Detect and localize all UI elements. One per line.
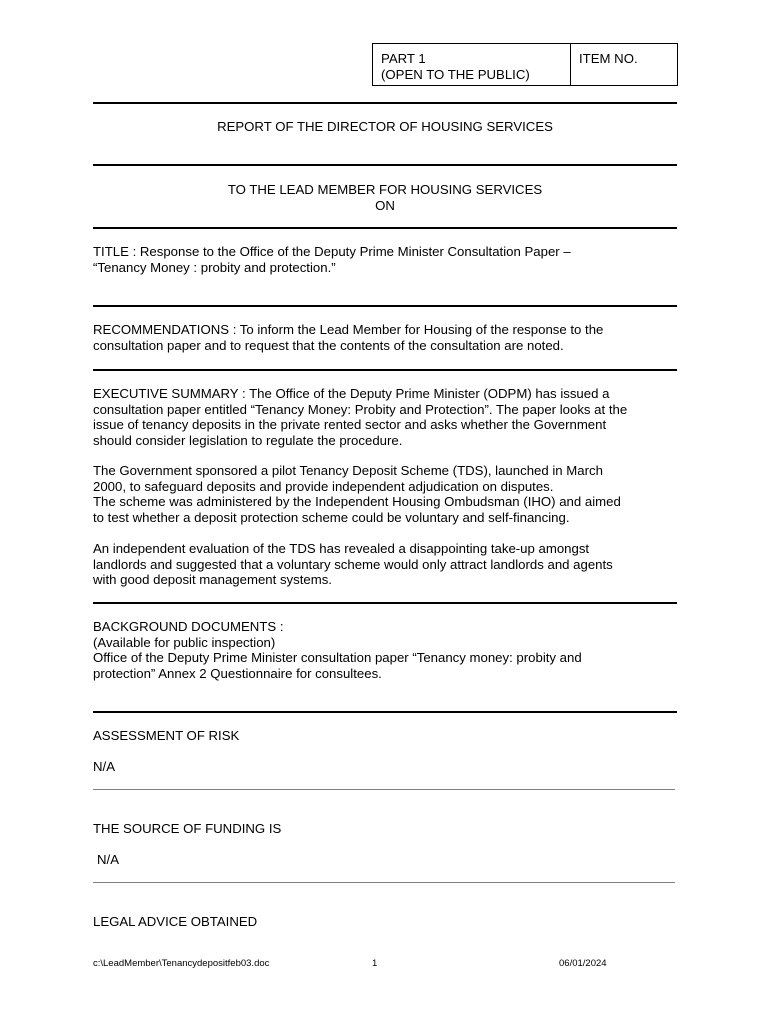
summary-line: 2000, to safeguard deposits and provide independent adjudication on disputes.	[93, 478, 554, 494]
summary-line: consultation paper entitled “Tenancy Money: Probity and Protection”. The paper looks at the	[93, 401, 628, 417]
to-heading-line1: TO THE LEAD MEMBER FOR HOUSING SERVICES	[227, 182, 543, 197]
part-label: PART 1	[381, 51, 426, 66]
summary-line: issue of tenancy deposits in the private rented sector and asks whether the Government	[93, 417, 607, 433]
divider	[93, 369, 677, 371]
background-block	[93, 619, 679, 681]
public-label: (OPEN TO THE PUBLIC)	[381, 67, 530, 82]
title-line1: TITLE : Response to the Office of the Deputy Prime Minister Consultation Paper –	[93, 244, 571, 259]
divider	[93, 305, 677, 307]
summary-line: landlords and suggested that a voluntary scheme would only attract landlords and agents	[93, 556, 613, 572]
funding-value: N/A	[97, 852, 119, 867]
divider	[93, 882, 675, 883]
footer-date: 06/01/2024	[559, 958, 607, 969]
funding-heading: THE SOURCE OF FUNDING IS	[93, 821, 282, 836]
divider	[93, 164, 677, 166]
recommendations-block	[93, 322, 679, 353]
risk-heading: ASSESSMENT OF RISK	[93, 728, 240, 743]
summary-line: should consider legislation to regulate the procedure.	[93, 432, 403, 448]
footer-page-number: 1	[372, 958, 378, 969]
executive-summary-para3	[93, 541, 679, 588]
recommendations-line2: consultation paper and to request that the contents of the consultation are noted.	[93, 337, 564, 353]
background-line1: Office of the Deputy Prime Minister consultation paper “Tenancy money: probity and	[93, 650, 582, 666]
risk-value: N/A	[93, 759, 115, 774]
divider	[93, 602, 677, 604]
executive-summary-para2	[93, 463, 679, 525]
footer-path: c:\LeadMember\Tenancydepositfeb03.doc	[93, 958, 270, 969]
summary-line: EXECUTIVE SUMMARY : The Office of the Deputy Prime Minister (ODPM) has issued a	[93, 386, 610, 401]
divider	[93, 789, 675, 790]
background-heading: BACKGROUND DOCUMENTS :	[93, 619, 284, 634]
report-heading: REPORT OF THE DIRECTOR OF HOUSING SERVICES	[217, 119, 553, 134]
summary-line: An independent evaluation of the TDS has revealed a disappointing take-up amongst	[93, 541, 590, 556]
summary-line: The scheme was administered by the Independent Housing Ombudsman (IHO) and aimed	[93, 494, 621, 510]
title-line2: “Tenancy Money : probity and protection.”	[93, 259, 336, 275]
item-box	[570, 43, 678, 86]
divider	[93, 711, 677, 713]
recommendations-line1: RECOMMENDATIONS : To inform the Lead Member for Housing of the response to the	[93, 322, 604, 337]
part-box	[372, 43, 571, 86]
divider	[93, 102, 677, 104]
summary-line: with good deposit management systems.	[93, 572, 332, 588]
background-subheading: (Available for public inspection)	[93, 634, 276, 650]
title-block	[93, 244, 679, 275]
divider	[93, 227, 677, 229]
summary-line: The Government sponsored a pilot Tenancy Deposit Scheme (TDS), launched in March	[93, 463, 603, 478]
legal-heading: LEGAL ADVICE OBTAINED	[93, 914, 258, 929]
to-heading-line2: ON	[375, 198, 395, 213]
summary-line: to test whether a deposit protection scheme could be voluntary and self-financing.	[93, 509, 570, 525]
background-line2: protection” Annex 2 Questionnaire for consultees.	[93, 665, 382, 681]
executive-summary-para1	[93, 386, 679, 448]
item-label: ITEM NO.	[579, 51, 638, 66]
to-heading	[93, 182, 677, 214]
